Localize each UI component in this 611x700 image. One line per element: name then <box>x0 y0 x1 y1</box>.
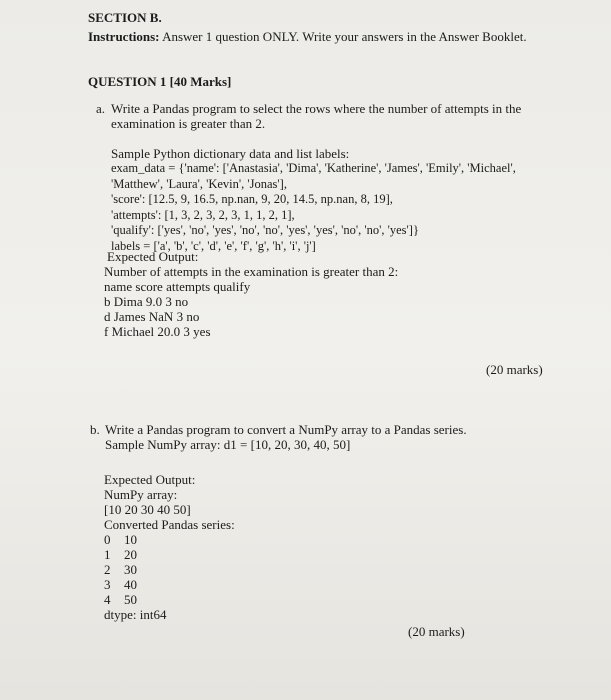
series-list <box>104 532 137 607</box>
series-index: 0 <box>104 532 111 547</box>
dtype-line: dtype: int64 <box>104 607 167 622</box>
part-a-prompt-line: examination is greater than 2. <box>111 116 266 131</box>
output-line: d James NaN 3 no <box>104 309 200 324</box>
output-line: Number of attempts in the examination is greater than 2: <box>104 264 399 279</box>
part-b-marks: (20 marks) <box>408 624 465 639</box>
sample-code <box>111 161 516 254</box>
series-index: 4 <box>104 592 111 607</box>
section-title: SECTION B. <box>88 10 162 25</box>
series-value: 10 <box>124 532 137 547</box>
numpy-label: NumPy array: <box>104 487 178 502</box>
series-index: 3 <box>104 577 111 592</box>
code-line: 'score': [12.5, 9, 16.5, np.nan, 9, 20, 14.5, np.nan, 8, 19], <box>111 192 393 206</box>
part-b-letter: b. <box>90 422 100 437</box>
series-index: 2 <box>104 562 111 577</box>
output-line: name score attempts qualify <box>104 279 251 294</box>
part-b-prompt-line: Sample NumPy array: d1 = [10, 20, 30, 40, 50] <box>105 437 351 452</box>
part-a-marks: (20 marks) <box>486 362 543 377</box>
part-a-output <box>104 264 398 339</box>
series-index: 1 <box>104 547 111 562</box>
numpy-value: [10 20 30 40 50] <box>104 502 191 517</box>
instructions <box>88 29 527 44</box>
part-b-prompt-line: Write a Pandas program to convert a NumPy array to a Pandas series. <box>105 422 467 437</box>
code-line: labels = ['a', 'b', 'c', 'd', 'e', 'f', 'g', 'h', 'i', 'j'] <box>111 238 316 253</box>
converted-label: Converted Pandas series: <box>104 517 235 532</box>
series-row <box>104 562 137 577</box>
output-line: f Michael 20.0 3 yes <box>104 324 211 339</box>
series-value: 40 <box>124 577 137 592</box>
part-b-expected-heading: Expected Output: <box>104 472 196 487</box>
code-line: 'qualify': ['yes', 'no', 'yes', 'no', 'no', 'yes', 'yes', 'no', 'no', 'yes']} <box>111 223 419 237</box>
series-row <box>104 547 137 562</box>
part-a-expected-heading: Expected Output: <box>107 249 199 264</box>
code-line: 'attempts': [1, 3, 2, 3, 2, 3, 1, 1, 2, 1], <box>111 207 295 222</box>
part-a-letter: a. <box>96 101 106 116</box>
instructions-text: Answer 1 question ONLY. Write your answers in the Answer Booklet. <box>162 29 527 44</box>
code-line: exam_data = {'name': ['Anastasia', 'Dima', 'Katherine', 'James', 'Emily', 'Michael', <box>111 161 516 175</box>
series-value: 50 <box>124 592 137 607</box>
code-line: 'Matthew', 'Laura', 'Kevin', 'Jonas'], <box>111 176 287 191</box>
part-a-prompt <box>111 101 521 131</box>
output-line: b Dima 9.0 3 no <box>104 294 189 309</box>
series-row <box>104 592 137 607</box>
series-row <box>104 577 137 592</box>
question-title: QUESTION 1 [40 Marks] <box>88 74 232 89</box>
series-row <box>104 532 137 547</box>
sample-heading: Sample Python dictionary data and list labels: <box>111 146 350 161</box>
series-value: 30 <box>124 562 137 577</box>
part-b-prompt <box>105 422 467 452</box>
instructions-label: Instructions: <box>88 29 160 44</box>
part-a-prompt-line: Write a Pandas program to select the rows where the number of attempts in the <box>111 101 522 116</box>
series-value: 20 <box>124 547 137 562</box>
